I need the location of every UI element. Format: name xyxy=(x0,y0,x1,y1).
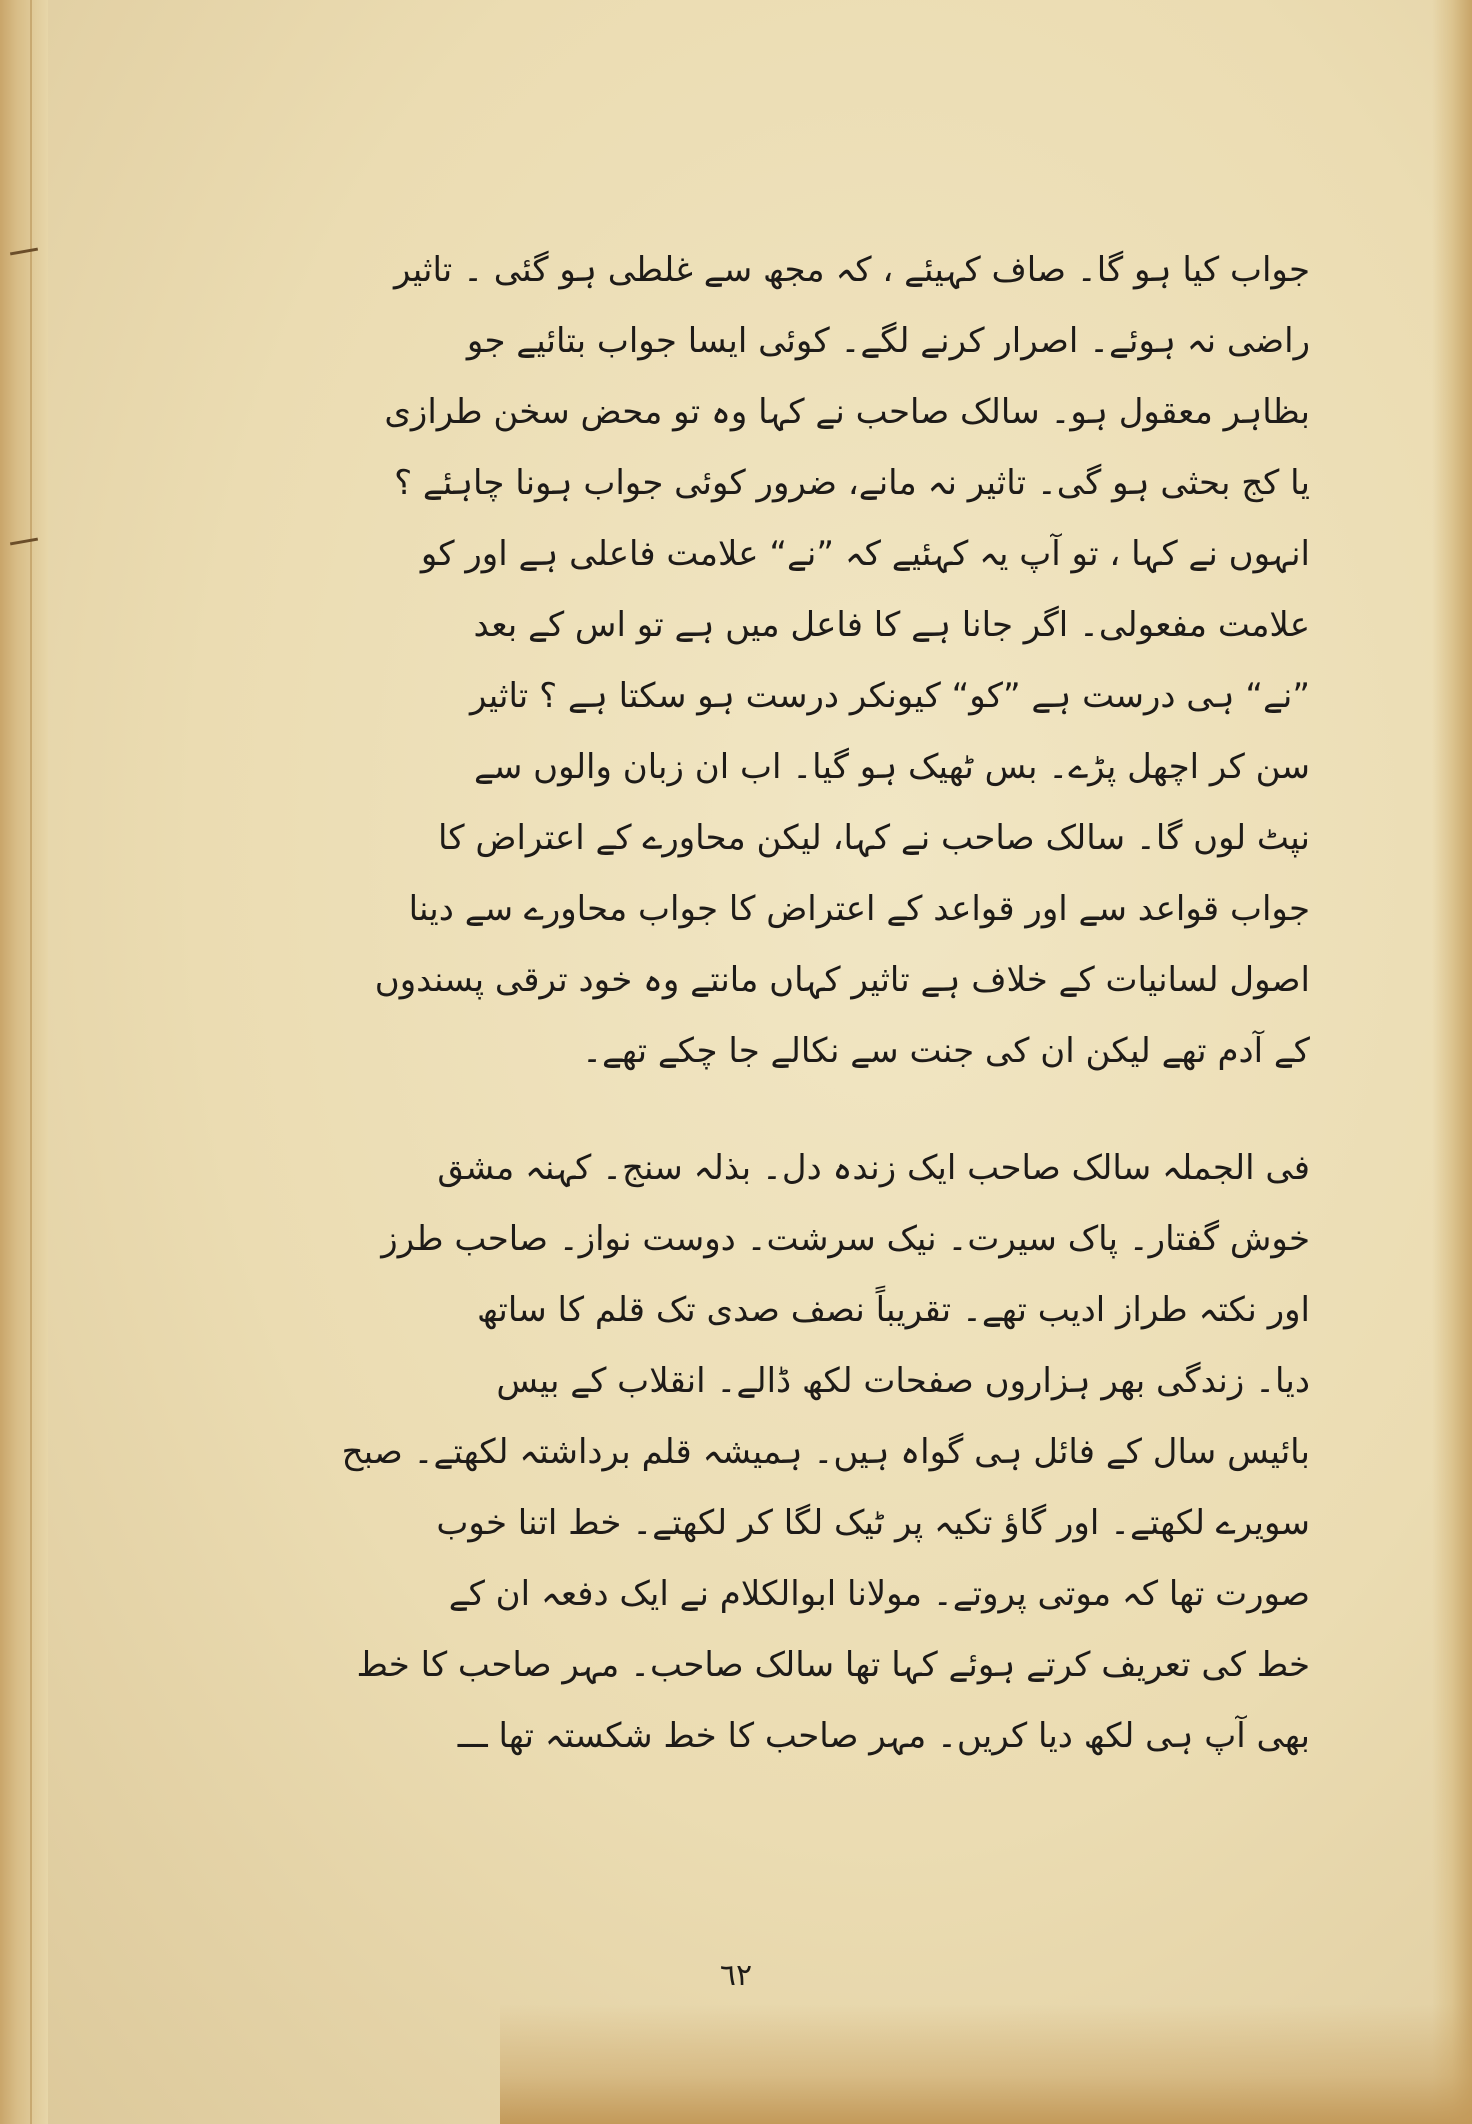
binding-line xyxy=(30,0,32,2124)
text-line: بائیس سال کے فائل ہی گواہ ہیں۔ ہمیشہ قلم برداشتہ لکھتے۔ صبح xyxy=(341,1432,1310,1472)
text-line: جواب قواعد سے اور قواعد کے اعتراض کا جواب محاورے سے دینا xyxy=(408,889,1310,929)
text-line: خط کی تعریف کرتے ہوئے کہا تھا سالک صاحب۔ مہر صاحب کا خط xyxy=(356,1645,1310,1685)
paragraph-2 xyxy=(160,1133,1310,1772)
text-line: علامت مفعولی۔ اگر جانا ہے کا فاعل میں ہے تو اس کے بعد xyxy=(473,605,1310,645)
text-line: بظاہر معقول ہو۔ سالک صاحب نے کہا وہ تو محض سخن طرازی xyxy=(384,392,1310,432)
text-line: سویرے لکھتے۔ اور گاؤ تکیہ پر ٹیک لگا کر لکھتے۔ خط اتنا خوب xyxy=(436,1503,1310,1543)
paragraph-spacer xyxy=(160,1087,1310,1133)
text-line: یا کج بحثی ہو گی۔ تاثیر نہ مانے، ضرور کوئی جواب ہونا چاہئے ؟ xyxy=(394,463,1310,503)
text-line: صورت تھا کہ موتی پروتے۔ مولانا ابوالکلام نے ایک دفعہ ان کے xyxy=(448,1574,1310,1614)
text-line: ”نے“ ہی درست ہے ”کو“ کیونکر درست ہو سکتا ہے ؟ تاثیر xyxy=(469,676,1310,716)
text-line: خوش گفتار۔ پاک سیرت۔ نیک سرشت۔ دوست نواز۔ صاحب طرز xyxy=(381,1219,1310,1259)
page-gutter xyxy=(0,0,48,2124)
text-line: راضی نہ ہوئے۔ اصرار کرنے لگے۔ کوئی ایسا جواب بتائیے جو xyxy=(466,321,1310,361)
page-number: ٦٢ xyxy=(719,1958,753,1993)
text-line: جواب کیا ہو گا۔ صاف کہیئے ، کہ مجھ سے غلطی ہو گئی ۔ تاثیر xyxy=(393,250,1310,290)
text-line: دیا۔ زندگی بھر ہزاروں صفحات لکھ ڈالے۔ انقلاب کے بیس xyxy=(496,1361,1310,1401)
page-edge-stain xyxy=(1432,0,1472,2124)
text-line: اور نکتہ طراز ادیب تھے۔ تقریباً نصف صدی تک قلم کا ساتھ xyxy=(476,1290,1310,1330)
text-line: کے آدم تھے لیکن ان کی جنت سے نکالے جا چکے تھے۔ xyxy=(582,1031,1310,1071)
text-line: فی الجملہ سالک صاحب ایک زندہ دل۔ بذلہ سنج۔ کہنہ مشق xyxy=(437,1148,1310,1188)
text-line: نپٹ لوں گا۔ سالک صاحب نے کہا، لیکن محاورے کے اعتراض کا xyxy=(438,818,1310,858)
paragraph-1 xyxy=(160,235,1310,1087)
text-line: بھی آپ ہی لکھ دیا کریں۔ مہر صاحب کا خط شکستہ تھا ـــ xyxy=(457,1716,1310,1756)
body-text xyxy=(160,235,1310,1772)
text-line: سن کر اچھل پڑے۔ بس ٹھیک ہو گیا۔ اب ان زبان والوں سے xyxy=(473,747,1310,787)
page-bottom-wear xyxy=(500,2004,1472,2124)
text-line: اصول لسانیات کے خلاف ہے تاثیر کہاں مانتے وہ خود ترقی پسندوں xyxy=(374,960,1310,1000)
text-line: انہوں نے کہا ، تو آپ یہ کہئیے کہ ”نے“ علامت فاعلی ہے اور کو xyxy=(420,534,1310,574)
